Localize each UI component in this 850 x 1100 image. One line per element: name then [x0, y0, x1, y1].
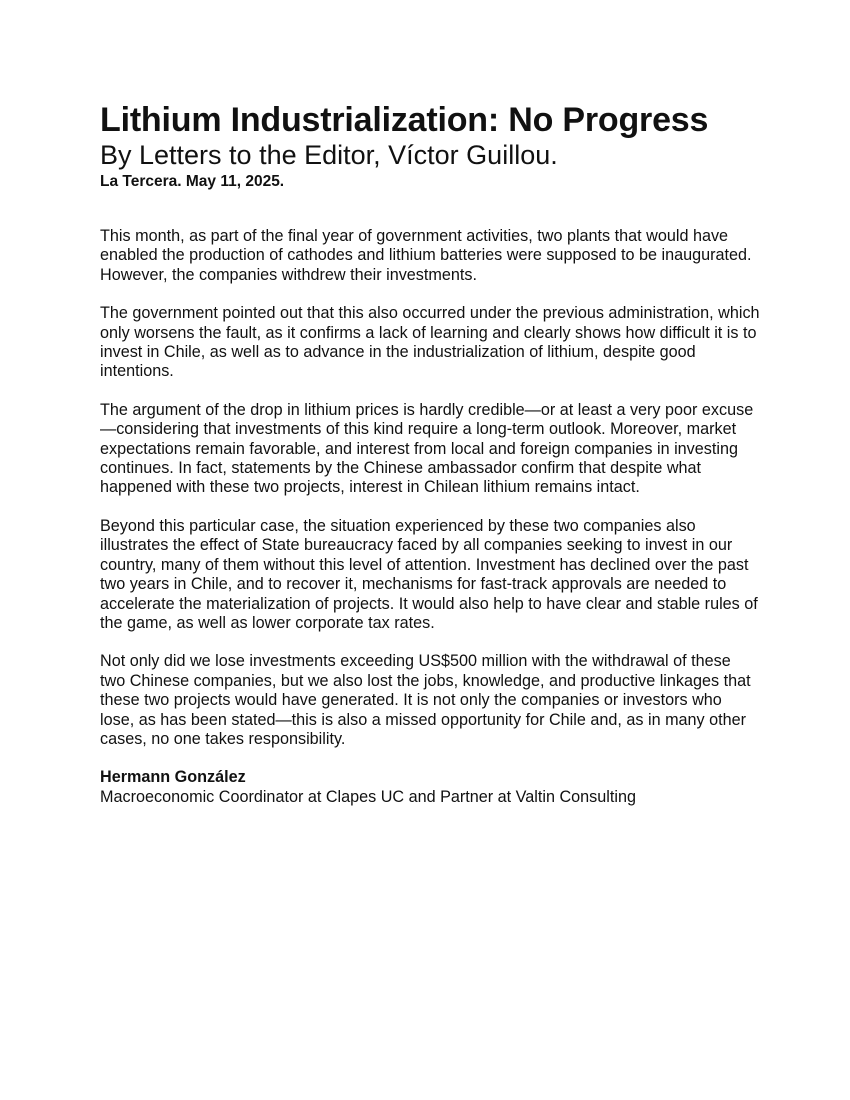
paragraph-5: Not only did we lose investments exceeding US$500 million with the withdrawal of these two Chinese companies, but we also lost the jobs, knowledge, and productive linkages that these two projects would have generated. It is not only the companies or investors who lose, as has been stated—this is also a missed opportunity for Chile and, as in many other cases, no one takes responsibility.	[100, 652, 751, 748]
article-source-date: La Tercera. May 11, 2025.	[100, 173, 285, 190]
article-title: Lithium Industrialization: No Progress	[100, 101, 709, 139]
author-role: Macroeconomic Coordinator at Clapes UC and Partner at Valtin Consulting	[100, 787, 636, 806]
paragraph-1: This month, as part of the final year of government activities, two plants that would have enabled the production of cathodes and lithium batteries were supposed to be inaugurated. However, the companies withdrew their investments.	[100, 227, 752, 284]
paragraph-4: Beyond this particular case, the situation experienced by these two companies also illustrates the effect of State bureaucracy faced by all companies seeking to invest in our country, many of them without this level of attention. Investment has declined over the past two years in Chile, and to recover it, mechanisms for fast-track approvals are needed to accelerate the materialization of projects. It would also help to have clear and stable rules of the game, as well as lower corporate tax rates.	[100, 516, 758, 632]
article	[100, 101, 760, 807]
article-body	[100, 227, 760, 807]
paragraph-3: The argument of the drop in lithium prices is hardly credible—or at least a very poor excuse—considering that investments of this kind require a long-term outlook. Moreover, market expectations remain favorable, and interest from local and foreign companies in investing continues. In fact, statements by the Chinese ambassador confirm that despite what happened with these two projects, interest in Chilean lithium remains intact.	[100, 400, 754, 497]
signature-block	[100, 768, 760, 807]
article-byline: By Letters to the Editor, Víctor Guillou.	[100, 140, 558, 170]
paragraph-2: The government pointed out that this also occurred under the previous administration, which only worsens the fault, as it confirms a lack of learning and clearly shows how difficult it is to invest in Chile, as well as to advance in the industrialization of lithium, despite good intentions.	[100, 304, 760, 381]
author-name: Hermann González	[100, 768, 246, 787]
